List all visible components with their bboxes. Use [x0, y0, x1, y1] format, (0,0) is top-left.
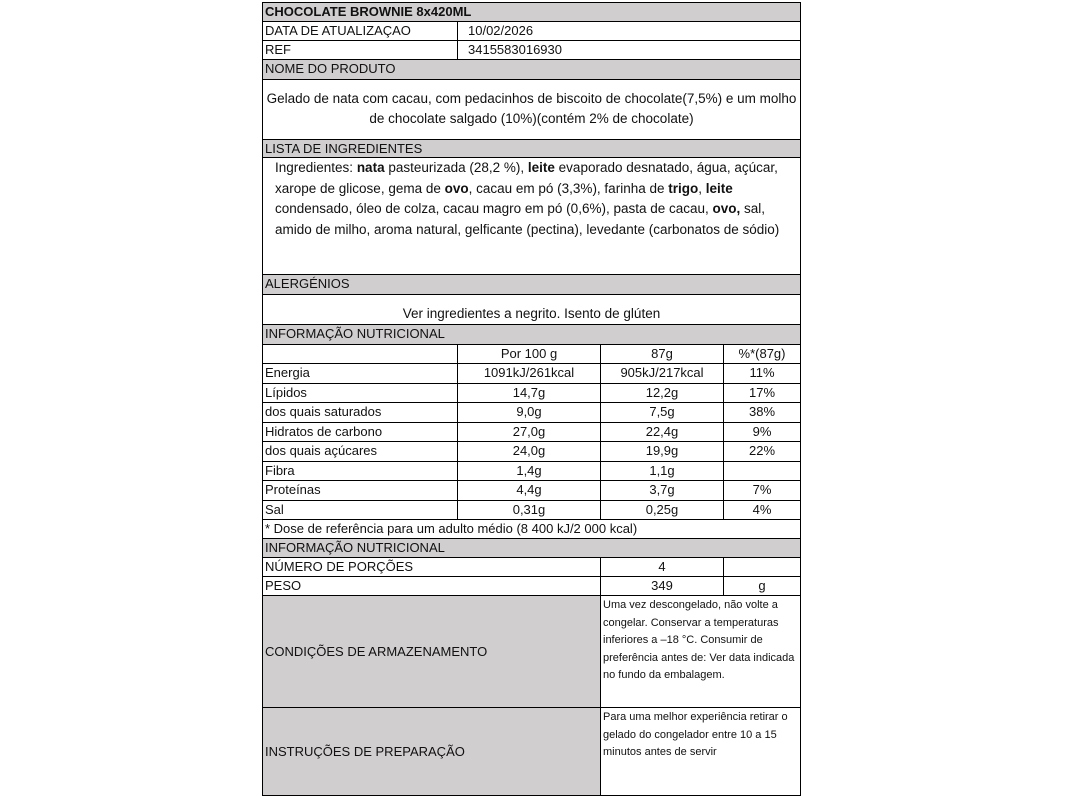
nutrient-name: Proteínas — [265, 482, 321, 497]
nutrient-name: Fibra — [265, 462, 295, 478]
name-text-row — [262, 80, 801, 140]
title-row — [262, 2, 801, 22]
storage-row — [262, 596, 801, 708]
nutrient-portion: 19,9g — [600, 442, 723, 461]
nutrient-percent: 17% — [723, 384, 800, 403]
nutrition-label-2: INFORMAÇÃO NUTRICIONAL — [265, 540, 445, 555]
nutrient-per100: 27,0g — [457, 423, 600, 442]
nutrient-name: Energia — [265, 365, 310, 380]
nutrient-per100: 1091kJ/261kcal — [457, 364, 600, 383]
nutrition-label: INFORMAÇÃO NUTRICIONAL — [265, 326, 445, 341]
name-label-row — [262, 60, 801, 80]
nutrient-per100: 24,0g — [457, 442, 600, 461]
nutrient-portion: 7,5g — [600, 403, 723, 422]
ref-label: REF — [265, 42, 291, 57]
nutrient-portion: 905kJ/217kcal — [600, 364, 723, 383]
update-row — [262, 22, 801, 41]
nutrition-header-portion: 87g — [600, 345, 723, 363]
nutrition-header-percent: %*(87g) — [723, 345, 800, 363]
weight-unit: g — [723, 577, 800, 595]
portions-row — [262, 558, 801, 577]
nutrient-portion: 3,7g — [600, 481, 723, 500]
ingredients-text — [263, 158, 800, 240]
nutrient-portion: 22,4g — [600, 423, 723, 442]
nutrition-row — [262, 481, 801, 501]
allergen-bold: nata — [356, 160, 385, 175]
nutrient-percent: 9% — [723, 423, 800, 442]
nutrient-portion: 0,25g — [600, 501, 723, 520]
ingredients-label: LISTA DE INGREDIENTES — [265, 141, 423, 156]
nutrient-name: dos quais saturados — [265, 404, 382, 419]
ingredients-row — [262, 158, 801, 275]
product-sheet — [262, 2, 801, 796]
nutrient-percent: 22% — [723, 442, 800, 461]
nutrient-percent: 38% — [723, 403, 800, 422]
allergen-bold: ovo — [444, 180, 469, 196]
nutrient-percent: 7% — [723, 481, 800, 500]
portions-value: 4 — [600, 558, 723, 576]
allergens-row — [262, 295, 801, 325]
nutrition-row — [262, 403, 801, 423]
storage-label — [263, 596, 600, 707]
ingredients-part: , cacau em pó (3,3%), farinha de — [468, 180, 669, 196]
nutrient-per100: 14,7g — [457, 384, 600, 403]
reference-note: * Dose de referência para um adulto médio (8 400 kJ/2 000 kcal) — [265, 521, 638, 536]
ingredients-label-row — [262, 140, 801, 158]
allergens-label-row — [262, 275, 801, 295]
allergen-bold: leite — [705, 180, 733, 196]
product-description-line-2: de chocolate salgado (10%)(contém 2% de chocolate) — [369, 111, 694, 126]
nutrition-row — [262, 384, 801, 404]
nutrition-label-2-row — [262, 539, 801, 558]
prep-row — [262, 708, 801, 796]
nutrition-label-row — [262, 325, 801, 345]
allergens-label: ALERGÉNIOS — [265, 276, 350, 291]
allergen-bold: trigo — [668, 180, 699, 196]
weight-value: 349 — [600, 577, 723, 595]
nutrient-per100: 0,31g — [457, 501, 600, 520]
nutrient-per100: 9,0g — [457, 403, 600, 422]
ingredients-part: pasteurizada (28,2 %), — [384, 160, 528, 175]
nutrition-row — [262, 442, 801, 462]
update-label: DATA DE ATUALIZAÇAO — [265, 23, 411, 38]
nutrition-row — [262, 462, 801, 482]
ingredients-part: evaporado desnatado, água, açúcar, xarope de glicose, gema de — [275, 160, 778, 196]
nutrient-percent — [723, 462, 800, 481]
nutrition-row — [262, 364, 801, 384]
ref-value: 3415583016930 — [457, 41, 800, 59]
nutrient-name: Lípidos — [265, 384, 307, 400]
allergens-text: Ver ingredientes a negrito. Isento de glúten — [402, 306, 661, 321]
nutrient-portion: 1,1g — [600, 462, 723, 481]
nutrition-row — [262, 501, 801, 521]
prep-label — [263, 708, 600, 795]
prep-text: Para uma melhor experiência retirar o gelado do congelador entre 10 a 15 minutos antes de servir — [600, 708, 800, 795]
ref-row — [262, 41, 801, 60]
storage-label-text: CONDIÇÕES DE ARMAZENAMENTO — [265, 643, 488, 659]
nutrition-row — [262, 423, 801, 443]
nutrition-header-per100: Por 100 g — [457, 345, 600, 363]
nutrient-percent: 11% — [723, 364, 800, 383]
ingredients-part: sal, amido de milho, aroma natural, gelficante (pectina), levedante (carbonatos de sódio) — [275, 201, 780, 237]
weight-row — [262, 577, 801, 596]
nutrition-header-empty — [263, 345, 457, 363]
portions-unit — [723, 558, 800, 576]
product-description-line-1: Gelado de nata com cacau, com pedacinhos de biscoito de chocolate(7,5%) e um molho — [266, 91, 797, 106]
weight-label: PESO — [265, 578, 302, 593]
allergen-bold: leite — [527, 160, 555, 175]
ingredients-prefix: Ingredientes: — [275, 160, 357, 175]
update-value: 10/02/2026 — [457, 22, 800, 40]
reference-note-row — [262, 520, 801, 539]
nutrient-per100: 1,4g — [457, 462, 600, 481]
product-title: CHOCOLATE BROWNIE 8x420ML — [265, 4, 472, 19]
nutrient-name: Sal — [265, 501, 284, 517]
name-label: NOME DO PRODUTO — [265, 61, 396, 76]
nutrient-percent: 4% — [723, 501, 800, 520]
storage-text: Uma vez descongelado, não volte a congelar. Conservar a temperaturas inferiores a –18 °C. Consumir de preferência antes de: Ver data indicada no fundo da embalagem. — [600, 596, 800, 707]
portions-label: NÚMERO DE PORÇÕES — [265, 559, 414, 574]
ingredients-part: , — [698, 180, 706, 196]
nutrient-name: dos quais açúcares — [265, 443, 378, 458]
prep-label-text: INSTRUÇÕES DE PREPARAÇÃO — [265, 743, 465, 759]
product-description — [263, 80, 800, 129]
nutrition-header-row — [262, 345, 801, 364]
nutrient-per100: 4,4g — [457, 481, 600, 500]
nutrient-portion: 12,2g — [600, 384, 723, 403]
ingredients-part: condensado, óleo de colza, cacau magro em pó (0,6%), pasta de cacau, — [275, 201, 713, 216]
nutrient-name: Hidratos de carbono — [265, 423, 383, 439]
allergen-bold: ovo, — [712, 201, 741, 216]
